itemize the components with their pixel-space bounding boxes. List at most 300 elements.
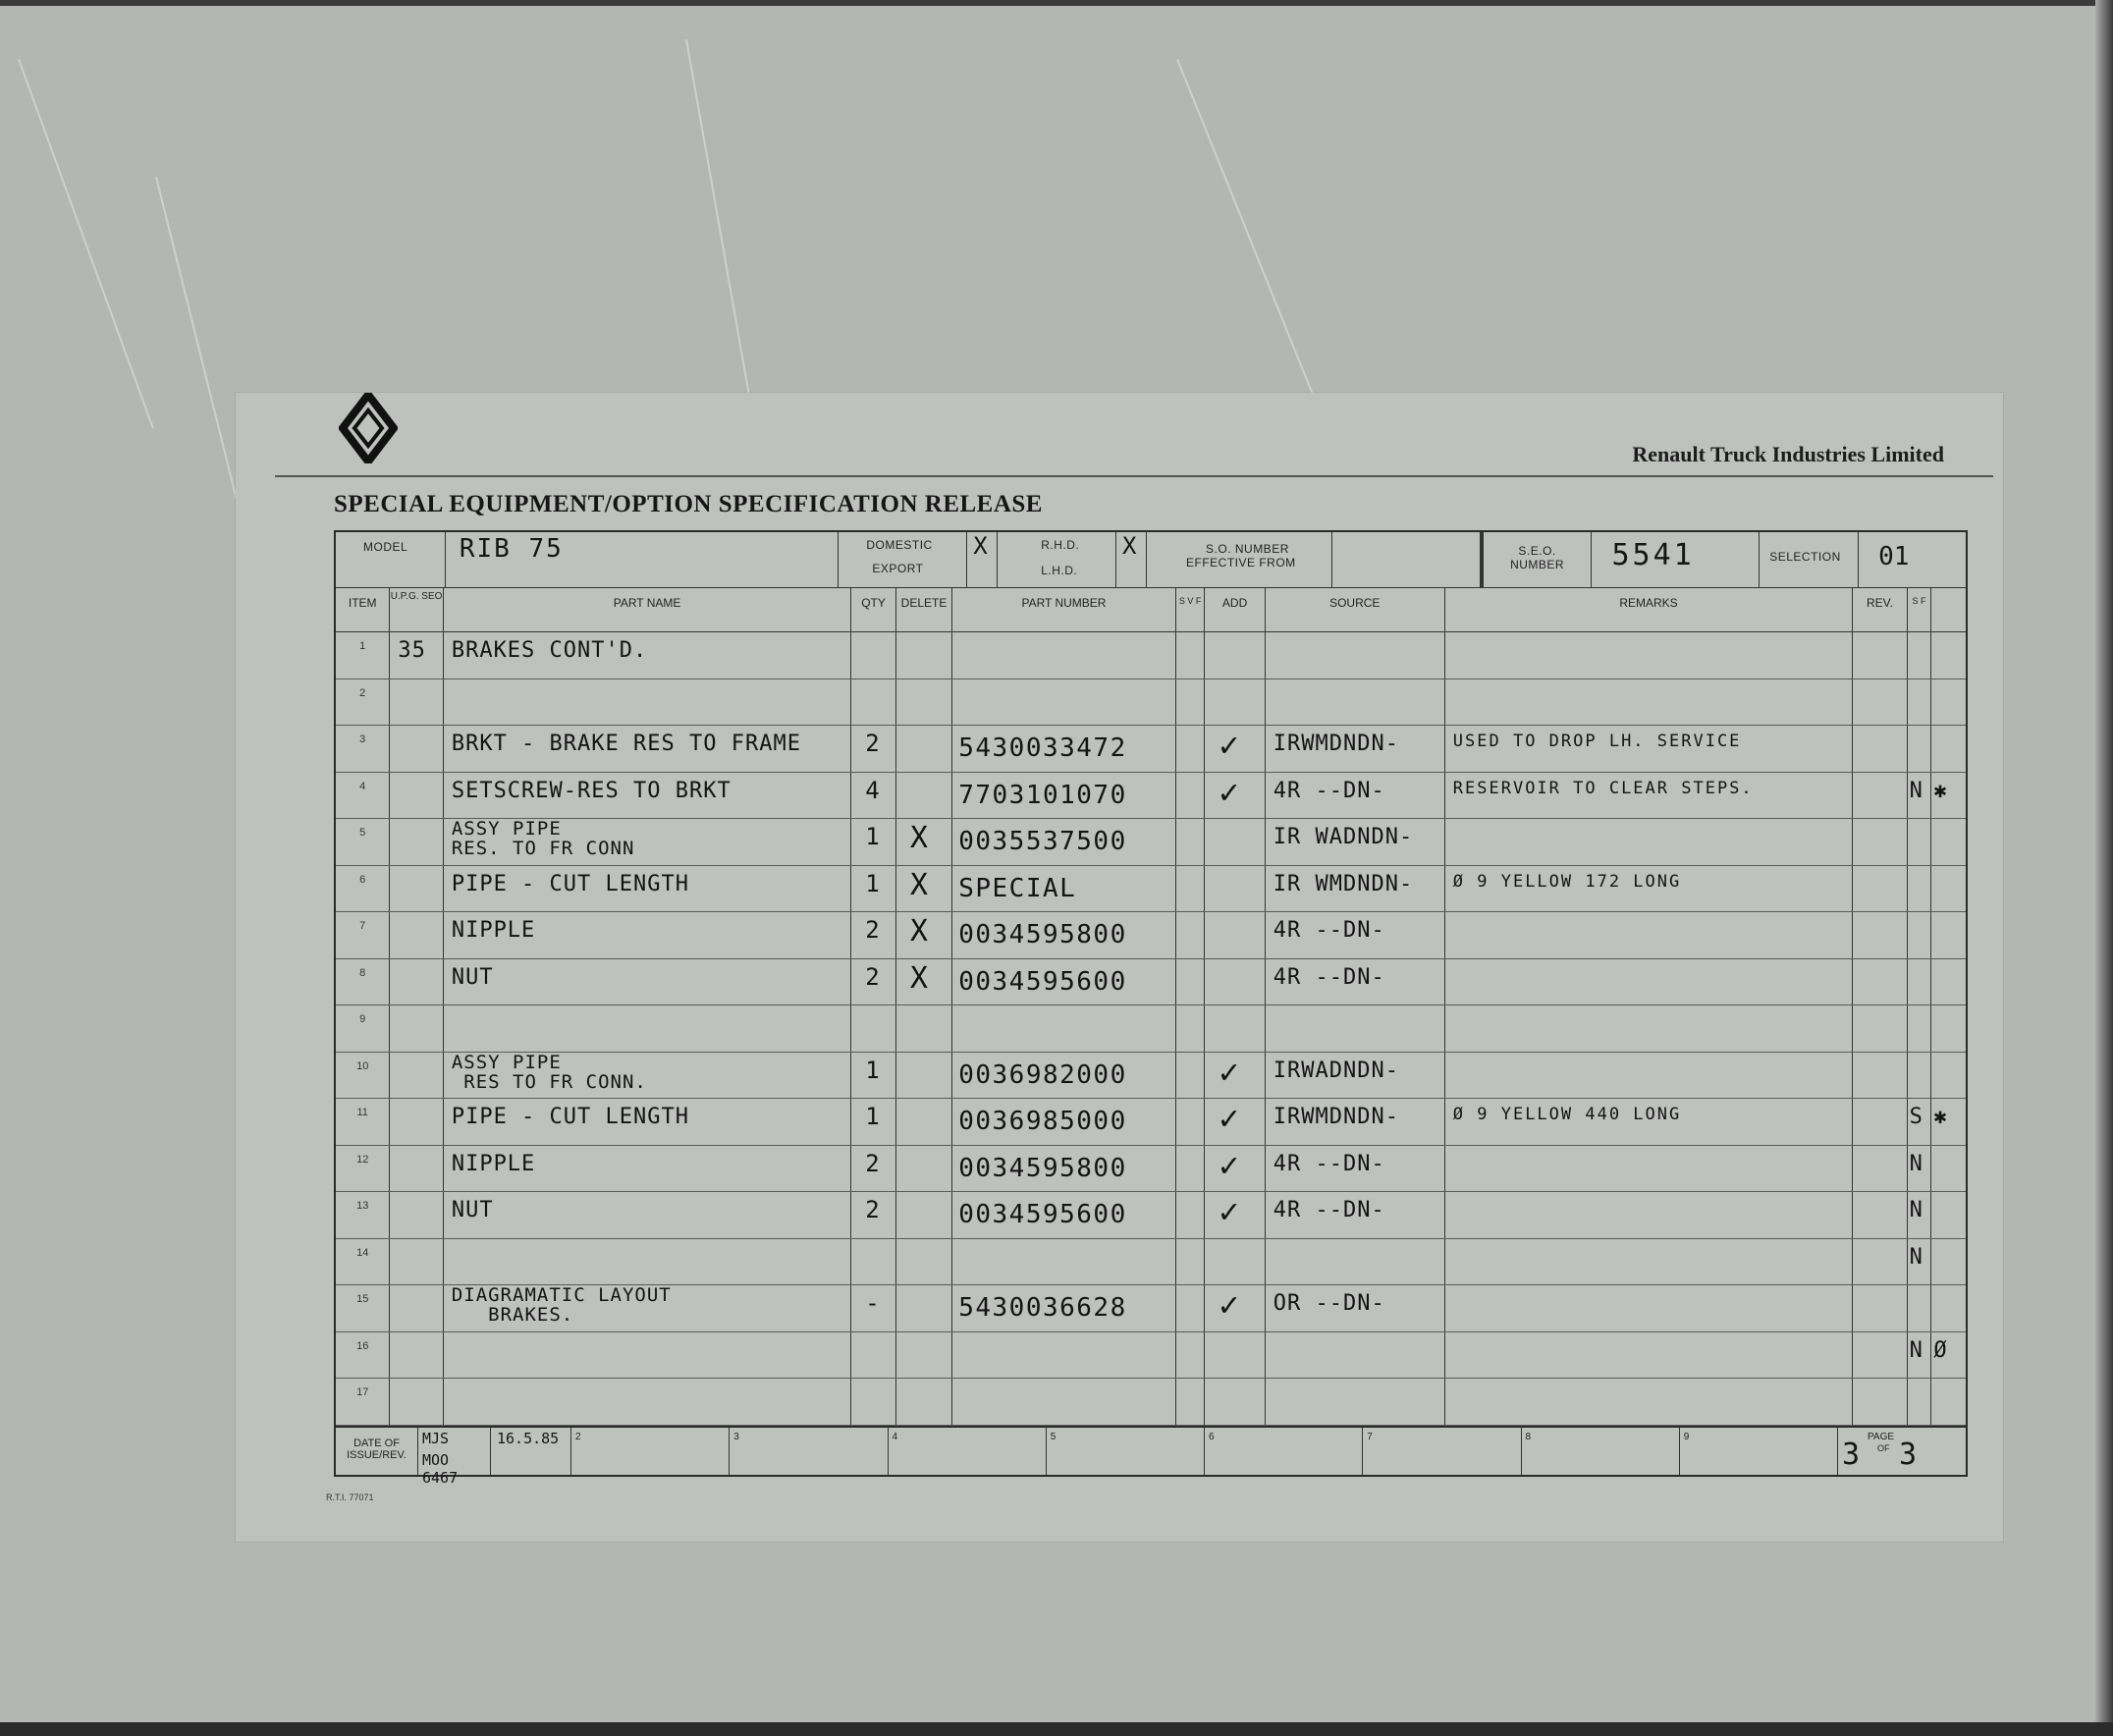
quantity-cell [851,1053,896,1099]
item-number-cell: 16 [336,1332,390,1379]
remarks-cell [1445,1285,1853,1331]
table-row [336,726,1966,773]
table-row [336,1379,1966,1426]
part-name: DIAGRAMATIC LAYOUT BRAKES. [451,1284,672,1326]
remarks: RESERVOIR TO CLEAR STEPS. [1452,778,1754,798]
upg-seo-cell [390,1005,443,1052]
selection-label: SELECTION [1769,550,1841,564]
svf-cell-cell [1176,1146,1206,1192]
add-check: ✓ [1219,772,1240,812]
quantity-cell [851,1239,896,1285]
add-check-cell [1205,1332,1265,1379]
add-check-cell [1205,1192,1265,1238]
footer-moo: MOO 6467 [422,1450,459,1487]
svf-cell-cell [1176,1239,1206,1285]
revision-slot [1205,1428,1363,1475]
rev-cell-cell [1853,1192,1907,1238]
form-header [336,532,1966,588]
export-label: EXPORT [872,562,924,575]
table-row [336,1285,1966,1332]
rev-cell-cell [1853,1146,1907,1192]
part-name: NIPPLE [451,1151,536,1176]
part-name: PIPE - CUT LENGTH [451,1105,689,1129]
part-name-cell [444,959,851,1005]
model-label-cell [336,532,446,587]
source: IRWADNDN- [1273,1058,1399,1083]
quantity: 2 [865,1196,881,1223]
add-check-cell [1205,773,1265,819]
rhd-label: R.H.D. [1041,538,1080,552]
domestic-label: DOMESTIC [866,538,933,552]
extra-flag-cell [1931,819,1966,865]
delete-mark-cell [896,773,952,819]
part-name-cell [444,1239,851,1285]
page-total: 3 [1899,1437,1918,1472]
upg-seo: 35 [398,638,426,663]
add-check-cell [1205,1239,1265,1285]
sf-flag-cell [1908,1285,1932,1331]
parts-table-body [336,632,1966,1426]
svf-cell-cell [1176,912,1206,958]
add-check: ✓ [1219,1192,1240,1231]
quantity-cell [851,1099,896,1145]
sf-flag-cell [1908,1146,1932,1192]
source: 4R --DN- [1273,778,1385,803]
part-number-cell [952,726,1176,772]
part-number: 0034595600 [958,1200,1127,1229]
delete-mark-cell [896,1099,952,1145]
so-number-cell [1147,532,1332,587]
selection-label-cell [1760,532,1859,587]
part-name-cell [444,1005,851,1052]
remarks-cell [1445,959,1853,1005]
title-rule [275,475,1993,477]
rev-cell-cell [1853,866,1907,912]
revision-slot-number: 6 [1209,1431,1215,1442]
item-number-cell: 9 [336,1005,390,1052]
part-number: 0035537500 [958,827,1127,856]
date-of-issue-label: DATE OF ISSUE/REV. [336,1428,418,1475]
part-number-cell [952,819,1176,865]
part-number: 0034595800 [958,1153,1127,1183]
remarks-cell [1445,819,1853,865]
sf-flag: S [1909,1105,1923,1129]
source-cell [1266,819,1445,865]
rhd-mark-cell [1116,532,1147,587]
remarks-cell [1445,726,1853,772]
add-check-cell [1205,1146,1265,1192]
svf-cell-cell [1176,1053,1206,1099]
delete-mark-cell [896,866,952,912]
footer-date-cell [491,1428,571,1475]
source: 4R --DN- [1273,1151,1385,1176]
upg-seo-cell [390,679,443,726]
rev-cell-cell [1853,1053,1907,1099]
delete-mark: X [909,960,929,996]
remarks-cell [1445,912,1853,958]
quantity: 1 [865,1103,881,1130]
extra-flag-cell [1931,1332,1966,1379]
remarks: Ø 9 YELLOW 172 LONG [1452,871,1682,892]
part-name: NUT [451,964,494,990]
revision-slot-number: 9 [1683,1431,1690,1442]
footer-initials: MJS [422,1429,450,1447]
sf-flag-cell [1908,773,1932,819]
quantity-cell [851,1192,896,1238]
part-number: SPECIAL [958,873,1077,903]
upg-seo-cell [390,819,443,865]
source-cell [1266,1192,1445,1238]
sf-flag: N [1909,1151,1923,1176]
quantity-cell [851,1285,896,1331]
add-check-cell [1205,1053,1265,1099]
revision-slot [1047,1428,1205,1475]
upg-seo-cell [390,1146,443,1192]
remarks-cell [1445,1332,1853,1379]
photo-edge-bottom [0,1722,2113,1736]
delete-mark: X [909,821,929,855]
seo-number-value-cell [1592,532,1760,587]
extra-flag-cell [1931,726,1966,772]
form-footer [336,1426,1966,1487]
item-number-cell: 14 [336,1239,390,1285]
source-cell [1266,866,1445,912]
item-number-cell: 15 [336,1285,390,1331]
remarks: Ø 9 YELLOW 440 LONG [1452,1105,1682,1124]
revision-slot [730,1428,888,1475]
rev-cell-cell [1853,1099,1907,1145]
sf-flag-cell [1908,912,1932,958]
part-number: 0034595600 [958,966,1127,997]
part-name: ASSY PIPE RES TO FR CONN. [451,1051,647,1093]
revision-slot-number: 5 [1050,1431,1056,1442]
scratch-line [18,59,154,429]
part-name-cell [444,773,851,819]
delete-mark-cell [896,679,952,726]
delete-mark-cell [896,1332,952,1379]
upg-seo-cell [390,1192,443,1238]
svf-cell-cell [1176,1099,1206,1145]
part-name-cell [444,1332,851,1379]
part-number-cell [952,1332,1176,1379]
extra-flag-cell [1931,912,1966,958]
seo-number-label-cell [1481,532,1593,587]
upg-seo-cell [390,1332,443,1379]
revision-slot [571,1428,730,1475]
revision-slot [1680,1428,1838,1475]
release-form [334,530,1968,1487]
svf-cell-cell [1176,773,1206,819]
source: IRWMDNDN- [1273,1105,1399,1129]
extra-flag-cell [1931,1146,1966,1192]
revision-slot [1363,1428,1521,1475]
remarks-cell [1445,1192,1853,1238]
delete-mark-cell [896,1285,952,1331]
photo-edge-top [0,0,2113,6]
upg-seo-cell [390,959,443,1005]
item-number-cell: 4 [336,773,390,819]
add-check-cell [1205,679,1265,726]
part-name: BRKT - BRAKE RES TO FRAME [451,732,801,756]
table-row [336,959,1966,1006]
add-check-cell [1205,1285,1265,1331]
col-sf: S F [1908,588,1932,631]
quantity: 2 [865,1149,881,1177]
col-part-number: PART NUMBER [952,588,1176,631]
part-number-cell [952,912,1176,958]
revision-slot-number: 8 [1525,1431,1532,1442]
col-remarks: REMARKS [1445,588,1853,631]
add-check: ✓ [1219,726,1240,765]
extra-flag-cell [1931,679,1966,726]
svf-cell-cell [1176,1285,1206,1331]
svf-cell-cell [1176,1005,1206,1052]
part-name-cell [444,726,851,772]
delete-mark-cell [896,1192,952,1238]
delete-mark-cell [896,1379,952,1425]
remarks-cell [1445,1053,1853,1099]
quantity: 1 [865,1056,881,1084]
delete-mark-cell [896,1005,952,1052]
quantity: 2 [865,916,881,944]
extra-flag-cell [1931,959,1966,1005]
extra-flag-cell [1931,1192,1966,1238]
source-cell [1266,726,1445,772]
sf-flag: N [1909,778,1923,803]
delete-mark-cell [896,632,952,678]
col-extra [1931,588,1966,631]
sf-flag-cell [1908,1053,1932,1099]
svf-cell-cell [1176,1192,1206,1238]
add-check-cell [1205,866,1265,912]
sf-flag-cell [1908,1192,1932,1238]
sf-flag-cell [1908,866,1932,912]
quantity-cell [851,773,896,819]
source-cell [1266,1332,1445,1379]
of-label: OF [1877,1442,1890,1453]
extra-flag: Ø [1933,1337,1948,1363]
delete-mark-cell [896,1239,952,1285]
remarks-cell [1445,773,1853,819]
part-number-cell [952,773,1176,819]
extra-flag-cell [1931,866,1966,912]
extra-flag-cell [1931,1099,1966,1145]
revision-slots [571,1428,1838,1475]
svf-cell-cell [1176,632,1206,678]
rev-cell-cell [1853,1379,1907,1425]
upg-seo-cell [390,912,443,958]
page-label: PAGE [1868,1431,1895,1442]
revision-slot-number: 2 [575,1431,581,1442]
sf-flag: N [1909,1337,1923,1363]
item-number-cell: 2 [336,679,390,726]
add-check: ✓ [1219,1099,1240,1138]
delete-mark-cell [896,912,952,958]
table-row [336,1332,1966,1380]
item-number-cell: 11 [336,1099,390,1145]
part-number: 5430036628 [958,1293,1127,1323]
remarks-cell [1445,1005,1853,1052]
selection-value-cell [1859,532,1966,587]
sf-flag: N [1909,1198,1923,1222]
sf-flag: N [1909,1244,1923,1270]
source: 4R --DN- [1273,964,1385,990]
quantity: 2 [865,730,881,757]
so-number-label: S.O. NUMBER [1206,542,1289,556]
effective-from-label: EFFECTIVE FROM [1186,556,1296,570]
col-svf: S V F [1176,588,1206,631]
col-qty: QTY [851,588,896,631]
part-name-cell [444,1192,851,1238]
sf-flag-cell [1908,632,1932,678]
sf-flag-cell [1908,1332,1932,1379]
quantity-cell [851,1379,896,1425]
extra-flag-cell [1931,632,1966,678]
extra-flag-cell [1931,1005,1966,1052]
upg-seo-cell [390,1379,443,1425]
rev-cell-cell [1853,632,1907,678]
part-name-cell [444,1379,851,1425]
source-cell [1266,1379,1445,1425]
model-value: RIB 75 [459,534,564,564]
part-name: PIPE - CUT LENGTH [451,871,689,896]
source: 4R --DN- [1273,1198,1385,1222]
part-name-cell [444,912,851,958]
part-name: NUT [451,1198,494,1222]
item-number-cell: 5 [336,819,390,865]
part-number-cell [952,1379,1176,1425]
source: IRWMDNDN- [1273,732,1399,756]
renault-logo-icon [339,393,398,463]
source-cell [1266,1005,1445,1052]
source: OR --DN- [1273,1291,1385,1316]
table-row [336,773,1966,820]
svf-cell-cell [1176,1379,1206,1425]
item-number-cell: 17 [336,1379,390,1425]
form-title: SPECIAL EQUIPMENT/OPTION SPECIFICATION RELEASE [334,491,1043,517]
delete-mark-cell [896,819,952,865]
svf-cell-cell [1176,1332,1206,1379]
table-row [336,819,1966,866]
seo-number-value: 5541 [1611,538,1695,572]
part-number: 5430033472 [958,733,1127,763]
extra-flag-cell [1931,1285,1966,1331]
rev-cell-cell [1853,912,1907,958]
part-name-cell [444,679,851,726]
remarks-cell [1445,679,1853,726]
svf-cell-cell [1176,819,1206,865]
item-number-cell: 3 [336,726,390,772]
source-cell [1266,1285,1445,1331]
remarks-cell [1445,1379,1853,1425]
delete-mark: X [909,914,929,949]
delete-mark: X [909,867,929,902]
part-number: 0034595800 [958,920,1127,949]
sf-flag-cell [1908,959,1932,1005]
revision-slot-number: 3 [733,1431,739,1442]
source: IR WADNDN- [1273,825,1414,849]
part-name: SETSCREW-RES TO BRKT [451,778,731,803]
add-check-cell [1205,1005,1265,1052]
part-number-cell [952,866,1176,912]
col-item: ITEM [336,588,390,631]
part-number-cell [952,1285,1176,1331]
extra-flag-cell [1931,773,1966,819]
svf-cell-cell [1176,679,1206,726]
part-number: 7703101070 [958,780,1127,810]
rev-cell-cell [1853,726,1907,772]
extra-flag: ✱ [1933,1105,1948,1129]
item-number-cell: 1 [336,632,390,678]
rev-cell-cell [1853,959,1907,1005]
part-name-cell [444,1146,851,1192]
part-number-cell [952,959,1176,1005]
part-name-cell [444,819,851,865]
table-row [336,1005,1966,1053]
sf-flag-cell [1908,1005,1932,1052]
footer-initials-cell [418,1428,491,1487]
table-row [336,1192,1966,1239]
quantity: - [865,1289,881,1317]
col-add: ADD [1205,588,1265,631]
add-check-cell [1205,819,1265,865]
revision-slot [889,1428,1047,1475]
part-number-cell [952,1005,1176,1052]
source-cell [1266,959,1445,1005]
rhd-mark: X [1122,532,1137,560]
domestic-mark-cell [967,532,998,587]
model-label: MODEL [363,540,408,554]
quantity-cell [851,679,896,726]
table-row [336,1146,1966,1193]
quantity-cell [851,912,896,958]
col-part-name: PART NAME [444,588,851,631]
quantity-cell [851,1332,896,1379]
rev-cell-cell [1853,1005,1907,1052]
source-cell [1266,1099,1445,1145]
sf-flag-cell [1908,679,1932,726]
specification-sheet [236,393,2003,1542]
part-number: 0036985000 [958,1107,1127,1136]
sf-flag-cell [1908,819,1932,865]
item-number-cell: 13 [336,1192,390,1238]
source: IR WMDNDN- [1273,871,1414,896]
quantity: 1 [865,823,881,850]
part-name-cell [444,1099,851,1145]
item-number-cell: 6 [336,866,390,912]
part-number-cell [952,1146,1176,1192]
add-check: ✓ [1219,1145,1240,1185]
part-name: NIPPLE [451,918,536,943]
delete-mark-cell [896,1053,952,1099]
sf-flag-cell [1908,1379,1932,1425]
add-check: ✓ [1219,1052,1240,1092]
add-check-cell [1205,726,1265,772]
domestic-mark: X [973,532,988,560]
delete-mark-cell [896,959,952,1005]
quantity-cell [851,726,896,772]
quantity-cell [851,1146,896,1192]
sf-flag-cell [1908,1239,1932,1285]
footer-date: 16.5.85 [497,1429,560,1447]
photo-edge-right [2095,0,2113,1736]
add-check-cell [1205,632,1265,678]
upg-seo-cell [390,1099,443,1145]
part-number: 0036982000 [958,1059,1127,1090]
part-number-cell [952,1053,1176,1099]
extra-flag-cell [1931,1239,1966,1285]
part-number-cell [952,1099,1176,1145]
